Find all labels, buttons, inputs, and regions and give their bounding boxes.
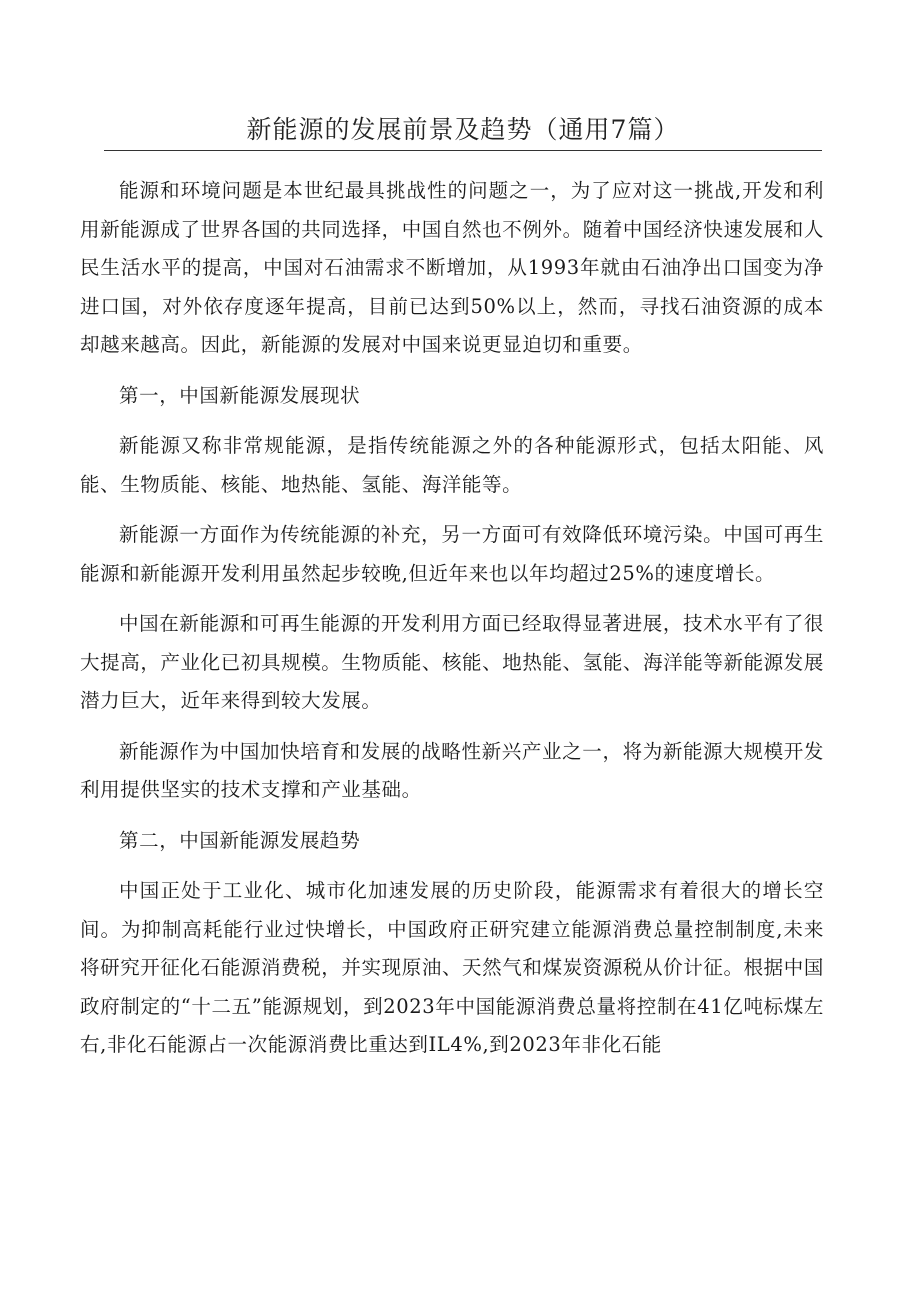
paragraph-intro: 能源和环境问题是本世纪最具挑战性的问题之一，为了应对这一挑战,开发和利用新能源成了世界各国的共同选择，中国自然也不例外。随着中国经济快速发展和人民生活水平的提高，中国对石油需求不断增加，从1993年就由石油净出口国变为净进口国，对外依存度逐年提高，目前已达到50%以上，然而，寻找石油资源的成本却越来越高。因此，新能源的发展对中国来说更显迫切和重要。 xyxy=(80,179,824,356)
document-body xyxy=(80,172,824,1077)
paragraph-strategic: 新能源作为中国加快培育和发展的战略性新兴产业之一，将为新能源大规模开发利用提供坚实的技术支撑和产业基础。 xyxy=(80,739,824,801)
document-title: 新能源的发展前景及趋势（通用7篇） xyxy=(246,115,680,144)
paragraph-supplement: 新能源一方面作为传统能源的补充，另一方面可有效降低环境污染。中国可再生能源和新能源开发利用虽然起步较晚,但近年来也以年均超过25%的速度增长。 xyxy=(80,523,824,585)
paragraph-trend: 中国正处于工业化、城市化加速发展的历史阶段，能源需求有着很大的增长空间。为抑制高耗能行业过快增长，中国政府正研究建立能源消费总量控制制度,未来将研究开征化石能源消费税，并实现原油、天然气和煤炭资源税从价计征。根据中国政府制定的“十二五”能源规划，到2023年中国能源消费总量将控制在41亿吨标煤左右,非化石能源占一次能源消费比重达到IL4%,到2023年非化石能 xyxy=(80,879,824,1056)
paragraph-definition: 新能源又称非常规能源，是指传统能源之外的各种能源形式，包括太阳能、风能、生物质能、核能、地热能、氢能、海洋能等。 xyxy=(80,434,824,496)
section-heading-trend: 第二，中国新能源发展趋势 xyxy=(119,828,361,852)
paragraph-progress: 中国在新能源和可再生能源的开发利用方面已经取得显著进展，技术水平有了很大提高，产业化已初具规模。生物质能、核能、地热能、氢能、海洋能等新能源发展潜力巨大，近年来得到较大发展。 xyxy=(80,612,824,712)
title-underline xyxy=(104,150,822,151)
section-heading-status: 第一，中国新能源发展现状 xyxy=(119,383,361,407)
